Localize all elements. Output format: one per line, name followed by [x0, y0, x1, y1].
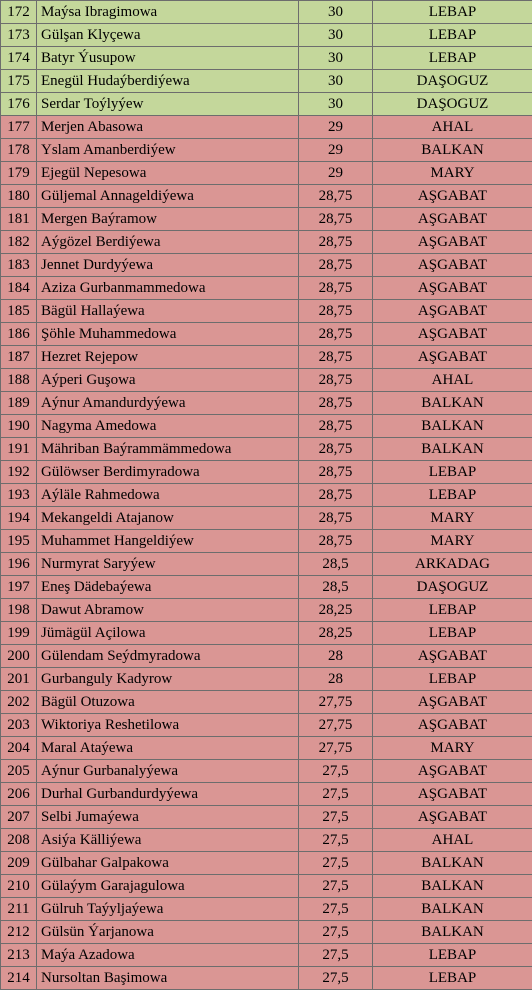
- table-row: [1, 415, 532, 438]
- name-cell[interactable]: Gülaýym Garajagulowa: [37, 875, 299, 898]
- table-row: [1, 530, 532, 553]
- table-row: [1, 507, 532, 530]
- table-row: [1, 231, 532, 254]
- table-row: [1, 645, 532, 668]
- row-number-cell[interactable]: 196: [1, 553, 37, 576]
- region-cell[interactable]: BALKAN: [373, 875, 532, 898]
- region-cell[interactable]: BALKAN: [373, 438, 532, 461]
- table-row: [1, 461, 532, 484]
- score-cell[interactable]: 27,5: [299, 783, 373, 806]
- name-cell[interactable]: Maýsa Ibragimowa: [37, 1, 299, 24]
- row-number-cell[interactable]: 204: [1, 737, 37, 760]
- region-cell[interactable]: DAŞOGUZ: [373, 576, 532, 599]
- name-cell[interactable]: Aýnur Amandurdyýewa: [37, 392, 299, 415]
- score-cell[interactable]: 28,75: [299, 507, 373, 530]
- score-cell[interactable]: 28: [299, 668, 373, 691]
- name-cell[interactable]: Gülruh Taýyljaýewa: [37, 898, 299, 921]
- row-number-cell[interactable]: 206: [1, 783, 37, 806]
- name-cell[interactable]: Maýa Azadowa: [37, 944, 299, 967]
- name-cell[interactable]: Gülendam Seýdmyradowa: [37, 645, 299, 668]
- name-cell[interactable]: Gülsün Ýarjanowa: [37, 921, 299, 944]
- score-cell[interactable]: 27,75: [299, 737, 373, 760]
- region-cell[interactable]: BALKAN: [373, 898, 532, 921]
- table-row: [1, 760, 532, 783]
- row-number-cell[interactable]: 195: [1, 530, 37, 553]
- row-number-cell[interactable]: 197: [1, 576, 37, 599]
- score-cell[interactable]: 27,5: [299, 967, 373, 990]
- region-cell[interactable]: BALKAN: [373, 921, 532, 944]
- row-number-cell[interactable]: 203: [1, 714, 37, 737]
- row-number-cell[interactable]: 209: [1, 852, 37, 875]
- row-number-cell[interactable]: 190: [1, 415, 37, 438]
- name-cell[interactable]: Aýgözel Berdiýewa: [37, 231, 299, 254]
- table-row: [1, 806, 532, 829]
- region-cell[interactable]: BALKAN: [373, 139, 532, 162]
- region-cell[interactable]: LEBAP: [373, 484, 532, 507]
- row-number-cell[interactable]: 194: [1, 507, 37, 530]
- row-number-cell[interactable]: 211: [1, 898, 37, 921]
- row-number-cell[interactable]: 172: [1, 1, 37, 24]
- table-row: [1, 1, 532, 24]
- row-number-cell[interactable]: 207: [1, 806, 37, 829]
- table-row: [1, 392, 532, 415]
- score-cell[interactable]: 28,25: [299, 622, 373, 645]
- row-number-cell[interactable]: 186: [1, 323, 37, 346]
- score-cell[interactable]: 28,75: [299, 484, 373, 507]
- table-row: [1, 277, 532, 300]
- region-cell[interactable]: AŞGABAT: [373, 208, 532, 231]
- score-cell[interactable]: 27,5: [299, 806, 373, 829]
- name-cell[interactable]: Dawut Abramow: [37, 599, 299, 622]
- region-cell[interactable]: AŞGABAT: [373, 806, 532, 829]
- score-cell[interactable]: 28,75: [299, 392, 373, 415]
- name-cell[interactable]: Aýläle Rahmedowa: [37, 484, 299, 507]
- region-cell[interactable]: AŞGABAT: [373, 300, 532, 323]
- region-cell[interactable]: MARY: [373, 507, 532, 530]
- region-cell[interactable]: AŞGABAT: [373, 714, 532, 737]
- region-cell[interactable]: AŞGABAT: [373, 691, 532, 714]
- table-row: [1, 254, 532, 277]
- table-row: [1, 93, 532, 116]
- region-cell[interactable]: LEBAP: [373, 461, 532, 484]
- region-cell[interactable]: AŞGABAT: [373, 254, 532, 277]
- score-cell[interactable]: 28,75: [299, 300, 373, 323]
- row-number-cell[interactable]: 201: [1, 668, 37, 691]
- table-row: [1, 737, 532, 760]
- row-number-cell[interactable]: 189: [1, 392, 37, 415]
- row-number-cell[interactable]: 210: [1, 875, 37, 898]
- row-number-cell[interactable]: 192: [1, 461, 37, 484]
- row-number-cell[interactable]: 188: [1, 369, 37, 392]
- table-row: [1, 691, 532, 714]
- table-row: [1, 323, 532, 346]
- name-cell[interactable]: Jümägül Açilowa: [37, 622, 299, 645]
- score-cell[interactable]: 30: [299, 47, 373, 70]
- table-row: [1, 599, 532, 622]
- score-cell[interactable]: 28,75: [299, 277, 373, 300]
- name-cell[interactable]: Selbi Jumaýewa: [37, 806, 299, 829]
- table-row: [1, 185, 532, 208]
- region-cell[interactable]: AHAL: [373, 116, 532, 139]
- table-row: [1, 70, 532, 93]
- table-row: [1, 783, 532, 806]
- name-cell[interactable]: Durhal Gurbandurdyýewa: [37, 783, 299, 806]
- score-cell[interactable]: 27,5: [299, 760, 373, 783]
- region-cell[interactable]: AŞGABAT: [373, 760, 532, 783]
- score-cell[interactable]: 28,5: [299, 553, 373, 576]
- name-cell[interactable]: Gülöwser Berdimyradowa: [37, 461, 299, 484]
- table-row: [1, 944, 532, 967]
- name-cell[interactable]: Eneş Dädebaýewa: [37, 576, 299, 599]
- table-row: [1, 898, 532, 921]
- score-cell[interactable]: 28,75: [299, 438, 373, 461]
- row-number-cell[interactable]: 177: [1, 116, 37, 139]
- region-cell[interactable]: LEBAP: [373, 622, 532, 645]
- name-cell[interactable]: Muhammet Hangeldiýew: [37, 530, 299, 553]
- score-cell[interactable]: 28,75: [299, 346, 373, 369]
- table-row: [1, 484, 532, 507]
- score-cell[interactable]: 27,5: [299, 944, 373, 967]
- score-cell[interactable]: 27,75: [299, 714, 373, 737]
- name-cell[interactable]: Güljemal Annageldiýewa: [37, 185, 299, 208]
- name-cell[interactable]: Mekangeldi Atajanow: [37, 507, 299, 530]
- row-number-cell[interactable]: 183: [1, 254, 37, 277]
- score-cell[interactable]: 28,75: [299, 461, 373, 484]
- region-cell[interactable]: LEBAP: [373, 47, 532, 70]
- region-cell[interactable]: LEBAP: [373, 944, 532, 967]
- region-cell[interactable]: AŞGABAT: [373, 346, 532, 369]
- name-cell[interactable]: Jennet Durdyýewa: [37, 254, 299, 277]
- name-cell[interactable]: Asiýa Källiýewa: [37, 829, 299, 852]
- row-number-cell[interactable]: 181: [1, 208, 37, 231]
- table-row: [1, 576, 532, 599]
- score-cell[interactable]: 29: [299, 162, 373, 185]
- name-cell[interactable]: Gülşan Klyçewa: [37, 24, 299, 47]
- region-cell[interactable]: AŞGABAT: [373, 323, 532, 346]
- row-number-cell[interactable]: 213: [1, 944, 37, 967]
- name-cell[interactable]: Mähriban Baýrammämmedowa: [37, 438, 299, 461]
- table-row: [1, 714, 532, 737]
- score-cell[interactable]: 30: [299, 70, 373, 93]
- row-number-cell[interactable]: 198: [1, 599, 37, 622]
- score-cell[interactable]: 27,5: [299, 921, 373, 944]
- row-number-cell[interactable]: 180: [1, 185, 37, 208]
- name-cell[interactable]: Batyr Ýusupow: [37, 47, 299, 70]
- region-cell[interactable]: MARY: [373, 530, 532, 553]
- score-cell[interactable]: 27,5: [299, 898, 373, 921]
- region-cell[interactable]: AŞGABAT: [373, 645, 532, 668]
- row-number-cell[interactable]: 199: [1, 622, 37, 645]
- region-cell[interactable]: BALKAN: [373, 392, 532, 415]
- results-table-body: [1, 1, 532, 990]
- region-cell[interactable]: AHAL: [373, 369, 532, 392]
- name-cell[interactable]: Bägül Hallaýewa: [37, 300, 299, 323]
- score-cell[interactable]: 28,75: [299, 530, 373, 553]
- region-cell[interactable]: LEBAP: [373, 599, 532, 622]
- name-cell[interactable]: Nurmyrat Saryýew: [37, 553, 299, 576]
- name-cell[interactable]: Serdar Toýlyýew: [37, 93, 299, 116]
- table-row: [1, 553, 532, 576]
- score-cell[interactable]: 27,75: [299, 691, 373, 714]
- row-number-cell[interactable]: 187: [1, 346, 37, 369]
- score-cell[interactable]: 30: [299, 1, 373, 24]
- row-number-cell[interactable]: 173: [1, 24, 37, 47]
- score-cell[interactable]: 29: [299, 116, 373, 139]
- name-cell[interactable]: Aýperi Guşowa: [37, 369, 299, 392]
- score-cell[interactable]: 27,5: [299, 829, 373, 852]
- row-number-cell[interactable]: 200: [1, 645, 37, 668]
- score-cell[interactable]: 28,75: [299, 254, 373, 277]
- table-row: [1, 116, 532, 139]
- score-cell[interactable]: 28,75: [299, 208, 373, 231]
- table-row: [1, 346, 532, 369]
- region-cell[interactable]: LEBAP: [373, 967, 532, 990]
- name-cell[interactable]: Gülbahar Galpakowa: [37, 852, 299, 875]
- row-number-cell[interactable]: 205: [1, 760, 37, 783]
- name-cell[interactable]: Aziza Gurbanmammedowa: [37, 277, 299, 300]
- row-number-cell[interactable]: 185: [1, 300, 37, 323]
- row-number-cell[interactable]: 193: [1, 484, 37, 507]
- row-number-cell[interactable]: 175: [1, 70, 37, 93]
- region-cell[interactable]: AHAL: [373, 829, 532, 852]
- table-row: [1, 369, 532, 392]
- name-cell[interactable]: Nursoltan Başimowa: [37, 967, 299, 990]
- name-cell[interactable]: Yslam Amanberdiýew: [37, 139, 299, 162]
- table-row: [1, 24, 532, 47]
- name-cell[interactable]: Hezret Rejepow: [37, 346, 299, 369]
- name-cell[interactable]: Enegül Hudaýberdiýewa: [37, 70, 299, 93]
- region-cell[interactable]: MARY: [373, 162, 532, 185]
- table-row: [1, 162, 532, 185]
- score-cell[interactable]: 28,75: [299, 185, 373, 208]
- table-row: [1, 921, 532, 944]
- name-cell[interactable]: Gurbanguly Kadyrow: [37, 668, 299, 691]
- table-row: [1, 829, 532, 852]
- row-number-cell[interactable]: 191: [1, 438, 37, 461]
- row-number-cell[interactable]: 212: [1, 921, 37, 944]
- row-number-cell[interactable]: 182: [1, 231, 37, 254]
- score-cell[interactable]: 28,25: [299, 599, 373, 622]
- region-cell[interactable]: LEBAP: [373, 24, 532, 47]
- name-cell[interactable]: Ejegül Nepesowa: [37, 162, 299, 185]
- score-cell[interactable]: 28,5: [299, 576, 373, 599]
- name-cell[interactable]: Maral Ataýewa: [37, 737, 299, 760]
- row-number-cell[interactable]: 179: [1, 162, 37, 185]
- table-row: [1, 668, 532, 691]
- row-number-cell[interactable]: 174: [1, 47, 37, 70]
- score-cell[interactable]: 30: [299, 93, 373, 116]
- region-cell[interactable]: MARY: [373, 737, 532, 760]
- score-cell[interactable]: 28,75: [299, 231, 373, 254]
- region-cell[interactable]: LEBAP: [373, 668, 532, 691]
- table-row: [1, 300, 532, 323]
- region-cell[interactable]: AŞGABAT: [373, 231, 532, 254]
- table-row: [1, 852, 532, 875]
- score-cell[interactable]: 29: [299, 139, 373, 162]
- score-cell[interactable]: 28,75: [299, 369, 373, 392]
- row-number-cell[interactable]: 208: [1, 829, 37, 852]
- row-number-cell[interactable]: 202: [1, 691, 37, 714]
- table-row: [1, 47, 532, 70]
- table-row: [1, 875, 532, 898]
- region-cell[interactable]: AŞGABAT: [373, 185, 532, 208]
- table-row: [1, 967, 532, 990]
- name-cell[interactable]: Bägül Otuzowa: [37, 691, 299, 714]
- table-row: [1, 139, 532, 162]
- region-cell[interactable]: ARKADAG: [373, 553, 532, 576]
- score-cell[interactable]: 27,5: [299, 852, 373, 875]
- row-number-cell[interactable]: 214: [1, 967, 37, 990]
- name-cell[interactable]: Aýnur Gurbanalyýewa: [37, 760, 299, 783]
- region-cell[interactable]: LEBAP: [373, 1, 532, 24]
- name-cell[interactable]: Merjen Abasowa: [37, 116, 299, 139]
- name-cell[interactable]: Şöhle Muhammedowa: [37, 323, 299, 346]
- region-cell[interactable]: AŞGABAT: [373, 783, 532, 806]
- name-cell[interactable]: Wiktoriya Reshetilowa: [37, 714, 299, 737]
- table-row: [1, 438, 532, 461]
- table-row: [1, 208, 532, 231]
- score-cell[interactable]: 30: [299, 24, 373, 47]
- row-number-cell[interactable]: 178: [1, 139, 37, 162]
- row-number-cell[interactable]: 176: [1, 93, 37, 116]
- region-cell[interactable]: BALKAN: [373, 852, 532, 875]
- table-row: [1, 622, 532, 645]
- score-cell[interactable]: 27,5: [299, 875, 373, 898]
- score-cell[interactable]: 28,75: [299, 415, 373, 438]
- region-cell[interactable]: AŞGABAT: [373, 277, 532, 300]
- score-cell[interactable]: 28,75: [299, 323, 373, 346]
- region-cell[interactable]: BALKAN: [373, 415, 532, 438]
- score-cell[interactable]: 28: [299, 645, 373, 668]
- row-number-cell[interactable]: 184: [1, 277, 37, 300]
- region-cell[interactable]: DAŞOGUZ: [373, 93, 532, 116]
- name-cell[interactable]: Mergen Baýramow: [37, 208, 299, 231]
- region-cell[interactable]: DAŞOGUZ: [373, 70, 532, 93]
- name-cell[interactable]: Nagyma Amedowa: [37, 415, 299, 438]
